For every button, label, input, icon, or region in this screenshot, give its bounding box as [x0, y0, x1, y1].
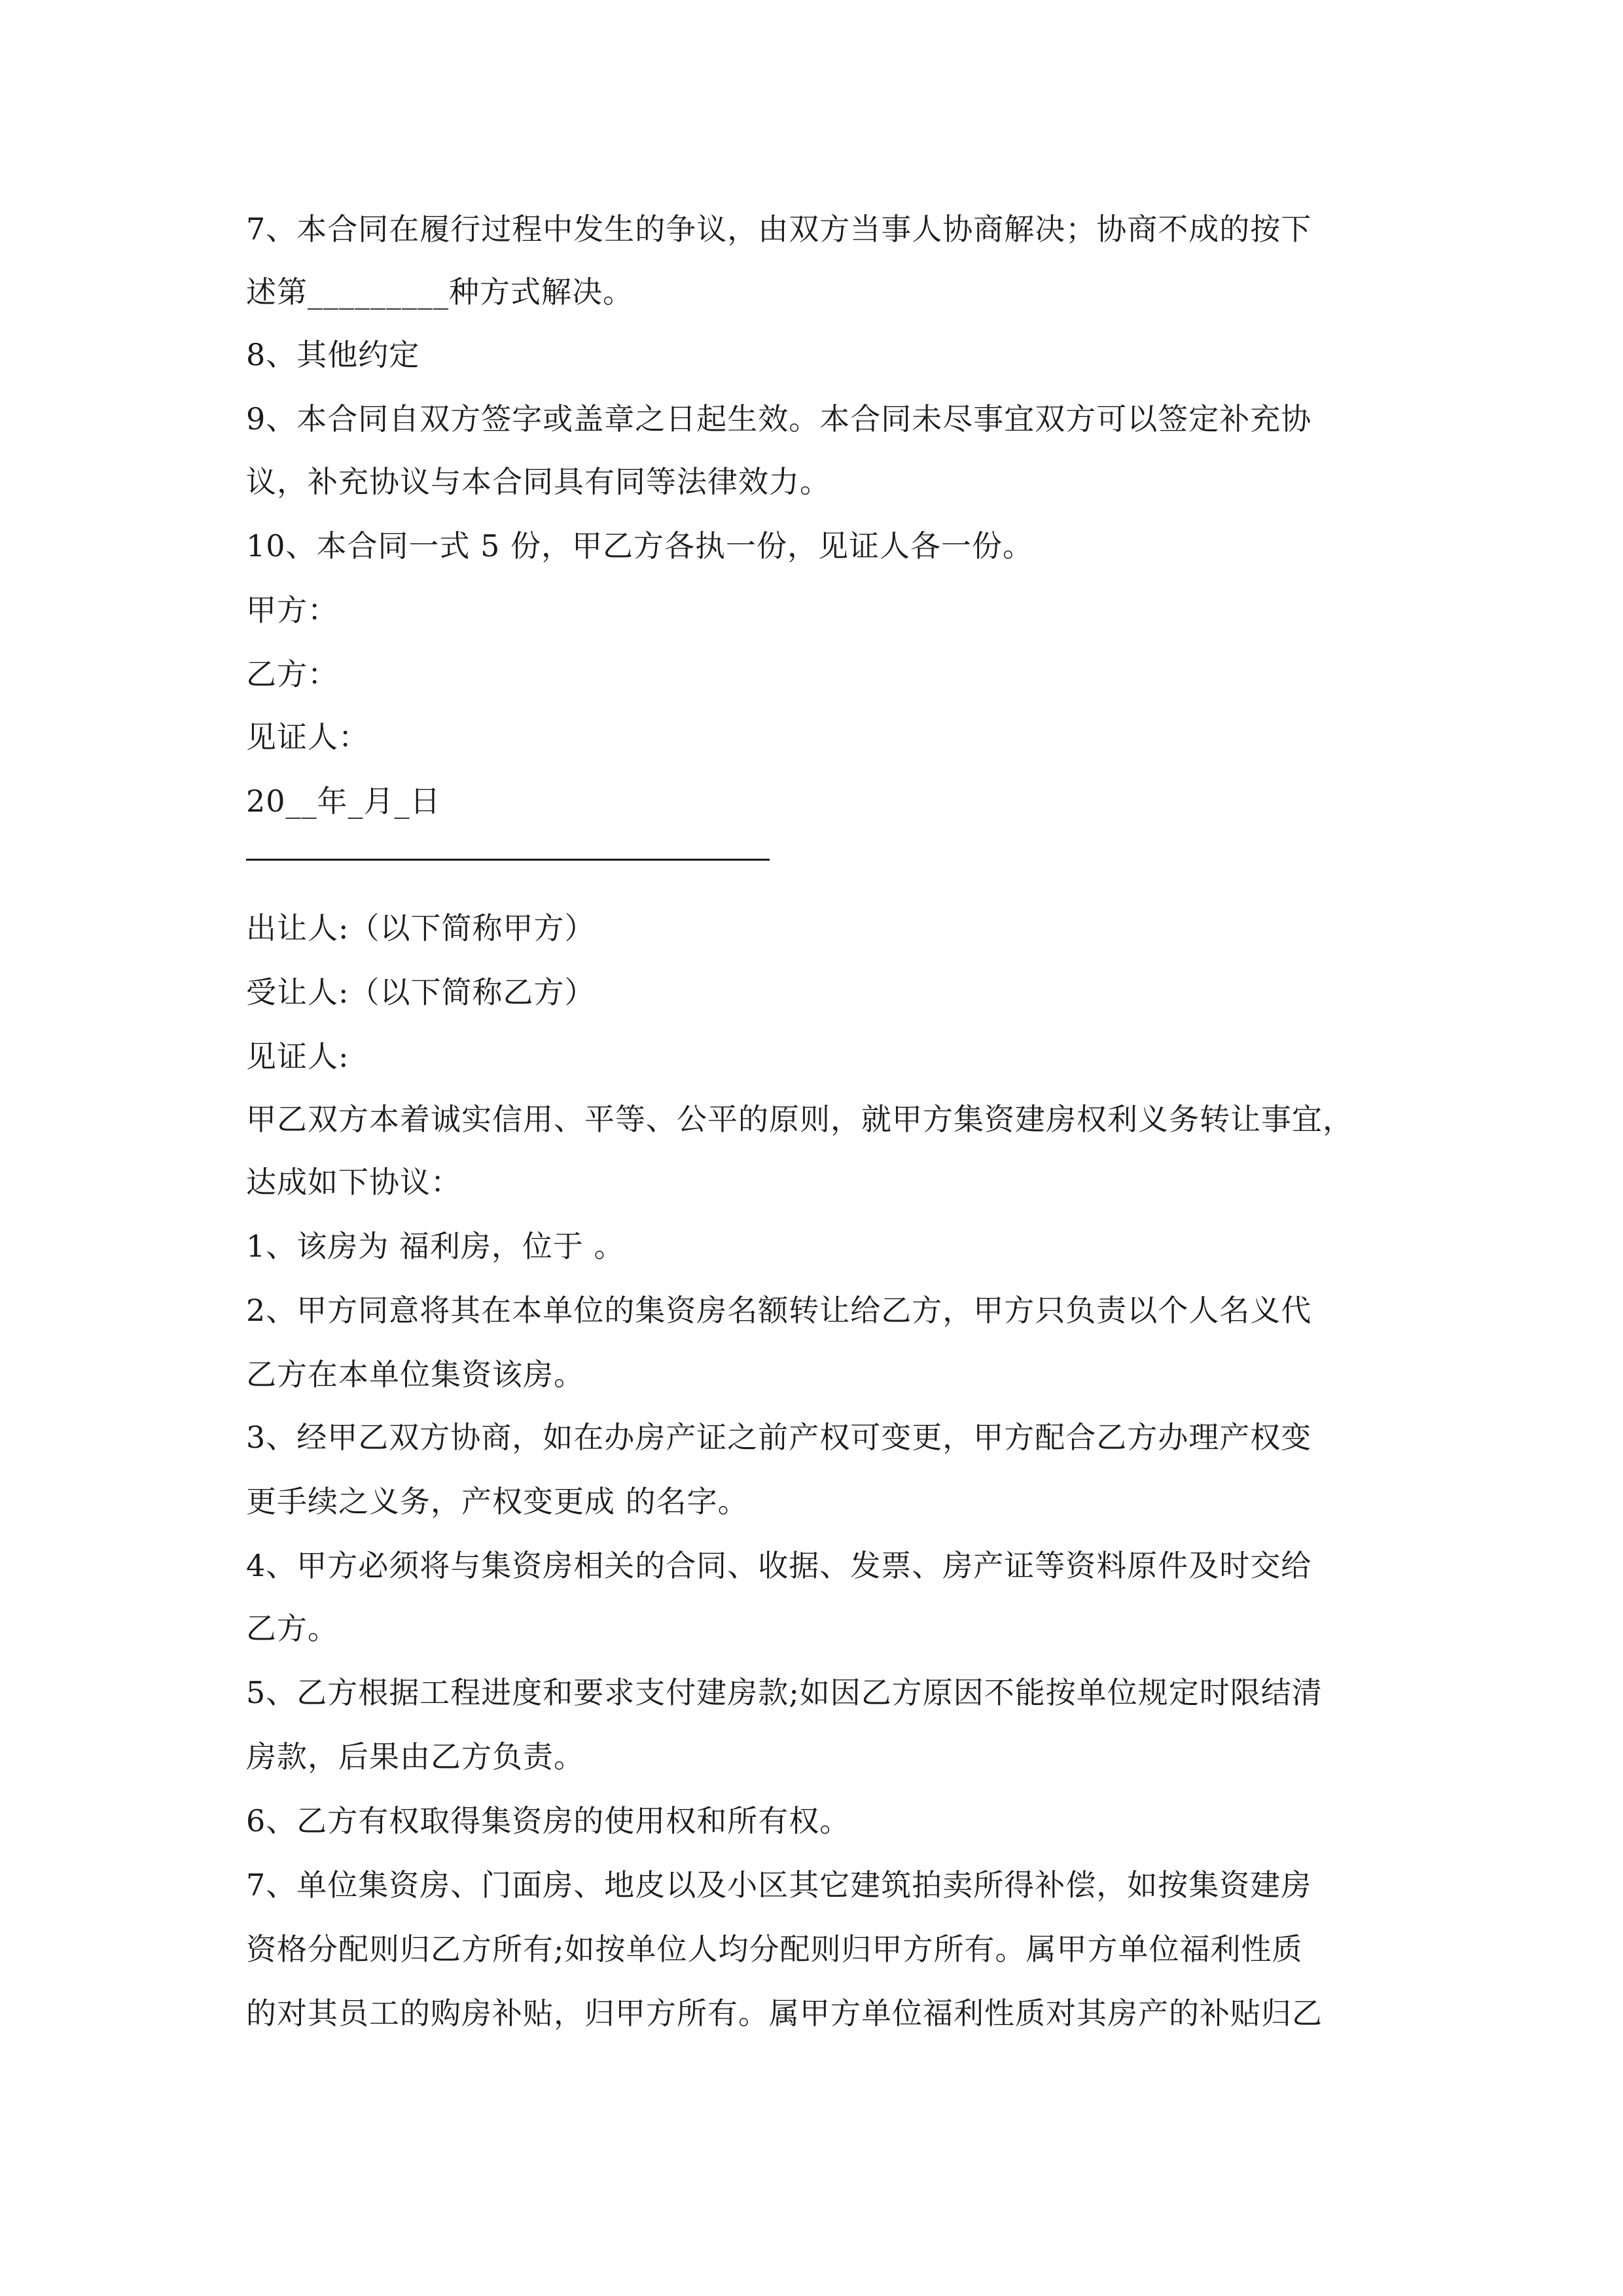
witness-label-2: 见证人:: [246, 1039, 349, 1074]
article-4-line-1: 4、甲方必须将与集资房相关的合同、收据、发票、房产证等资料原件及时交给: [246, 1548, 1312, 1583]
clause-9-effect-line-2: 议，补充协议与本合同具有同等法律效力。: [246, 464, 830, 499]
preamble-line-2: 达成如下协议：: [246, 1164, 461, 1200]
article-7-line-2: 资格分配则归乙方所有;如按单位人均分配则归甲方所有。属甲方单位福利性质: [246, 1931, 1303, 1967]
clause-8-other: 8、其他约定: [246, 337, 420, 372]
transferee-label: 受让人:（以下简称乙方）: [246, 975, 596, 1010]
party-b-label: 乙方：: [246, 656, 338, 692]
clause-7-dispute-line-2: 述第_________种方式解决。: [246, 274, 633, 310]
clause-9-effect-line-1: 9、本合同自双方签字或盖章之日起生效。本合同未尽事宜双方可以签定补充协: [246, 401, 1312, 437]
article-7-line-1: 7、单位集资房、门面房、地皮以及小区其它建筑拍卖所得补偿，如按集资建房: [246, 1867, 1312, 1903]
article-1: 1、该房为 福利房，位于 。: [246, 1229, 625, 1264]
date-line: 20__年_月_日: [246, 783, 441, 819]
article-4-line-2: 乙方。: [246, 1611, 338, 1646]
section-divider: [246, 859, 770, 861]
article-3-line-1: 3、经甲乙双方协商，如在办房产证之前产权可变更，甲方配合乙方办理产权变: [246, 1420, 1312, 1455]
article-5-line-1: 5、乙方根据工程进度和要求支付建房款;如因乙方原因不能按单位规定时限结清: [246, 1675, 1323, 1710]
transferor-label: 出让人:（以下简称甲方）: [246, 910, 596, 946]
article-5-line-2: 房款，后果由乙方负责。: [246, 1739, 584, 1774]
preamble-line-1: 甲乙双方本着诚实信用、平等、公平的原则，就甲方集资建房权利义务转让事宜，: [246, 1102, 1353, 1137]
article-2-line-1: 2、甲方同意将其在本单位的集资房名额转让给乙方，甲方只负责以个人名义代: [246, 1293, 1312, 1328]
clause-10-copies: 10、本合同一式 5 份，甲乙方各执一份，见证人各一份。: [246, 528, 1034, 564]
article-2-line-2: 乙方在本单位集资该房。: [246, 1357, 584, 1392]
article-3-line-2: 更手续之义务，产权变更成 的名字。: [246, 1484, 749, 1519]
article-6: 6、乙方有权取得集资房的使用权和所有权。: [246, 1803, 851, 1839]
clause-7-dispute-line-1: 7、本合同在履行过程中发生的争议，由双方当事人协商解决；协商不成的按下: [246, 211, 1312, 247]
article-7-line-3: 的对其员工的购房补贴，归甲方所有。属甲方单位福利性质对其房产的补贴归乙: [246, 1996, 1323, 2031]
party-a-label: 甲方：: [246, 592, 338, 628]
witness-label: 见证人：: [246, 719, 369, 755]
